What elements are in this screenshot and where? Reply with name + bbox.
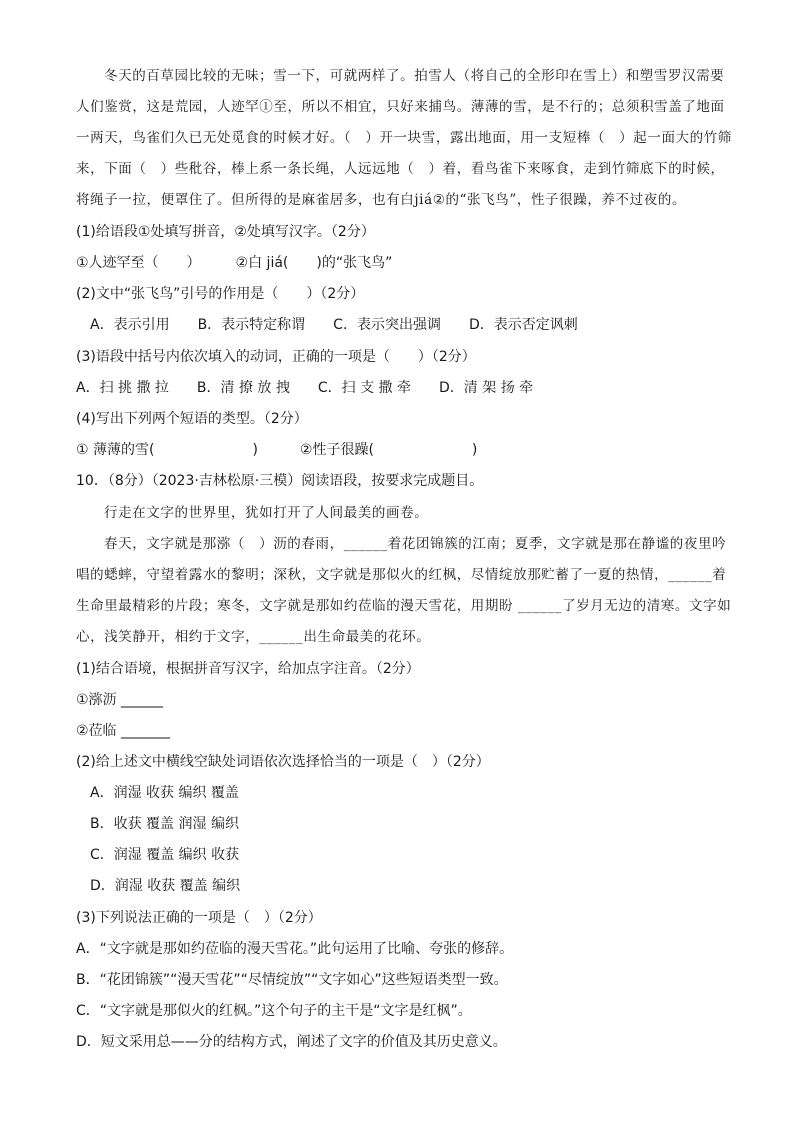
passage1-line-1: 冬天的百草园比较的无味；雪一下，可就两样了。拍雪人（将自己的全形印在雪上）和塑雪罗汉需要 bbox=[104, 68, 725, 84]
question-1-4-blanks: ① 薄薄的雪( ) ②性子很躁( ) bbox=[76, 442, 478, 458]
question-1-1-blanks: ①人迹罕至（ ） ②白 jiá( )的“张飞鸟” bbox=[76, 255, 393, 271]
question-10-2-option-b: B．收获 覆盖 润湿 编织 bbox=[76, 816, 239, 832]
question-10-2-option-a: A．润湿 收获 编织 覆盖 bbox=[76, 785, 239, 801]
passage1-line-4: 来，下面（ ）些秕谷，棒上系一条长绳，人远远地（ ）着，看鸟雀下来啄食，走到竹筛底下的时候， bbox=[76, 161, 725, 177]
passage2-line-2: 春天，文字就是那㳽（ ）沥的春雨，______着花团锦簇的江南；夏季，文字就是那在静谧的夜里吟 bbox=[104, 536, 727, 552]
passage2-line-4: 生命里最精彩的片段；寒冬，文字就是那如约莅临的漫天雪花，用期盼 ______了岁月无边的清寒。文字如 bbox=[76, 598, 732, 614]
question-10-3-option-b: B．“花团锦簇”“漫天雪花”“尽情绽放”“文字如心”这些短语类型一致。 bbox=[76, 972, 508, 988]
question-10-1-item-2: ②莅临 _______ bbox=[76, 723, 171, 739]
question-1-3-options: A．扫 挑 撒 拉 B．清 撩 放 拽 C．扫 支 撒 牵 D．清 架 扬 牵 bbox=[76, 380, 534, 396]
question-1-2-options: A．表示引用 B．表示特定称谓 C．表示突出强调 D．表示否定讽刺 bbox=[76, 317, 578, 333]
question-10-2-option-c: C．润湿 覆盖 编织 收获 bbox=[76, 847, 240, 863]
question-10-3: (3)下列说法正确的一项是（ ）（2分） bbox=[76, 910, 322, 926]
question-10-3-option-c: C．“文字就是那似火的红枫。”这个句子的主干是“文字是红枫”。 bbox=[76, 1003, 472, 1019]
question-1-4: (4)写出下列两个短语的类型。（2分） bbox=[76, 411, 308, 427]
passage1-line-5: 将绳子一拉，便罩住了。但所得的是麻雀居多，也有白jiá②的“张飞鸟”，性子很躁，养不过夜的。 bbox=[76, 192, 687, 208]
question-10-2: (2)给上述文中横线空缺处词语依次选择恰当的一项是（ ）（2分） bbox=[76, 754, 490, 770]
question-1-3: (3)语段中括号内依次填入的动词，正确的一项是（ ）（2分） bbox=[76, 349, 476, 365]
question-1-2: (2)文中“张飞鸟”引号的作用是（ ）（2分） bbox=[76, 286, 365, 302]
question-10-3-option-a: A．“文字就是那如约莅临的漫天雪花。”此句运用了比喻、夸张的修辞。 bbox=[76, 941, 514, 957]
question-10-1: (1)结合语境，根据拼音写汉字，给加点字注音。（2分） bbox=[76, 661, 420, 677]
question-10-3-option-d: D．短文采用总——分的结构方式，阐述了文字的价值及其历史意义。 bbox=[76, 1034, 507, 1050]
passage1-line-3: 一两天，鸟雀们久已无处觅食的时候才好。（ ）开一块雪，露出地面，用一支短棒（ ）起一面大的竹筛 bbox=[76, 130, 732, 146]
question-10-1-item-1: ①㳽沥 ______ bbox=[76, 692, 164, 708]
question-1-1: (1)给语段①处填写拼音，②处填写汉字。（2分） bbox=[76, 224, 375, 240]
passage2-line-5: 心，浅笑静开，相约于文字，______出生命最美的花环。 bbox=[76, 629, 431, 645]
passage1-line-2: 人们鉴赏，这是荒园，人迹罕①至，所以不相宜，只好来捕鸟。薄薄的雪，是不行的；总须积雪盖了地面 bbox=[76, 99, 725, 115]
passage2-line-3: 唱的蟋蟀，守望着露水的黎明；深秋，文字就是那似火的红枫，尽情绽放那贮蓄了一夏的热情，______着 bbox=[76, 567, 727, 583]
question-10-2-option-d: D．润湿 收获 覆盖 编织 bbox=[76, 878, 241, 894]
question-10-heading: 10．（8分）（2023·吉林松原·三模）阅读语段，按要求完成题目。 bbox=[76, 473, 484, 489]
passage2-line-1: 行走在文字的世界里，犹如打开了人间最美的画卷。 bbox=[104, 505, 429, 521]
